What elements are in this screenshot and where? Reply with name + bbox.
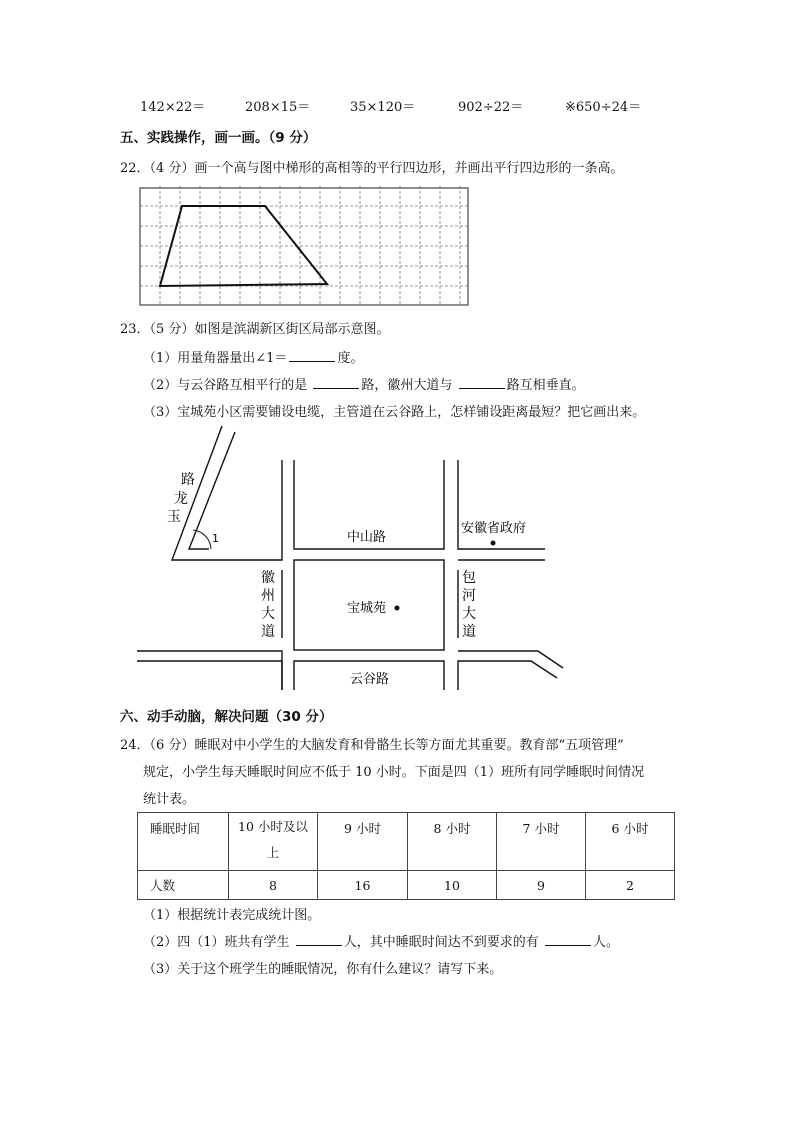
road-lines <box>137 426 563 690</box>
baocheng-dot <box>395 606 400 611</box>
question-24-text: 规定，小学生每天睡眠时间应不低于 10 小时。下面是四（1）班所有同学睡眠时间情况 <box>143 765 645 780</box>
zhongshan-road-label: 中山路 <box>347 530 387 545</box>
table-cell: 16 <box>318 871 408 900</box>
baohe-road-label: 河 <box>462 588 476 604</box>
huizhou-road-label: 道 <box>261 624 275 640</box>
table-header: 7 小时 <box>497 813 586 871</box>
table-row-label: 人数 <box>138 871 229 900</box>
calc-item: 902÷22＝ <box>458 100 524 115</box>
huizhou-road-label: 州 <box>261 588 275 604</box>
table-header: 睡眠时间 <box>138 813 229 871</box>
sleep-table <box>137 812 675 900</box>
baohe-road-label: 道 <box>462 624 476 640</box>
answer-blank[interactable] <box>296 933 342 946</box>
baocheng-label: 宝城苑 <box>347 601 387 616</box>
table-row <box>138 871 675 900</box>
sub-text: （1）用量角器量出∠1＝ <box>143 351 288 366</box>
calc-item: 142×22＝ <box>140 100 206 115</box>
sub-text: 路，徽州大道与 <box>361 378 453 393</box>
question-24-text: 24．（6 分）睡眠对中小学生的大脑发育和骨骼生长等方面尤其重要。教育部“五项管理” <box>120 738 624 753</box>
answer-blank[interactable] <box>545 933 591 946</box>
question-24-sub3: （3）关于这个班学生的睡眠情况，你有什么建议？请写下来。 <box>143 962 503 977</box>
sub-text: 人，其中睡眠时间达不到要求的有 <box>343 935 539 950</box>
angle-label: 1 <box>212 532 219 545</box>
table-cell: 2 <box>586 871 675 900</box>
government-dot <box>491 541 496 546</box>
question-24-sub1: （1）根据统计表完成统计图。 <box>143 908 321 923</box>
table-row <box>138 813 675 871</box>
baohe-road-label: 包 <box>462 570 476 586</box>
huizhou-road-label: 徽 <box>261 570 275 586</box>
question-24-sub2 <box>143 931 619 950</box>
question-23-sub3: （3）宝城苑小区需要铺设电缆，主管道在云谷路上，怎样铺设距离最短？把它画出来。 <box>143 405 646 420</box>
sub-text: 度。 <box>337 351 364 366</box>
sub-text: （2）四（1）班共有学生 <box>143 935 290 950</box>
section-title: 六、动手动脑，解决问题（30 分） <box>120 709 333 725</box>
question-23-text: 23．（5 分）如图是滨湖新区街区局部示意图。 <box>120 322 390 337</box>
government-label: 安徽省政府 <box>461 521 527 536</box>
table-cell: 8 <box>229 871 318 900</box>
sub-text: 路互相垂直。 <box>506 378 585 393</box>
table-header: 9 小时 <box>318 813 408 871</box>
calc-item: ※650÷24＝ <box>565 100 642 115</box>
baohe-road-label: 大 <box>462 606 476 622</box>
table-header: 6 小时 <box>586 813 675 871</box>
table-header: 8 小时 <box>408 813 497 871</box>
calc-item: 208×15＝ <box>245 100 311 115</box>
section-title: 五、实践操作，画一画。（9 分） <box>120 130 317 146</box>
table-header-line: 上 <box>266 845 280 860</box>
table-cell: 10 <box>408 871 497 900</box>
table-cell: 9 <box>497 871 586 900</box>
huizhou-road-label: 大 <box>261 606 275 622</box>
question-22-text: 22．（4 分）画一个高与图中梯形的高相等的平行四边形，并画出平行四边形的一条高。 <box>120 161 624 176</box>
yulong-road-label: 玉 <box>167 509 181 525</box>
sub-text: 人。 <box>592 935 619 950</box>
sub-text: （2）与云谷路互相平行的是 <box>143 378 308 393</box>
question-24-text: 统计表。 <box>143 792 196 807</box>
table-header-line: 10 小时及以 <box>238 819 308 834</box>
yulong-road-label: 路 <box>181 472 195 488</box>
table-header <box>229 813 318 871</box>
yulong-road-label: 龙 <box>174 491 188 507</box>
calc-item: 35×120＝ <box>350 100 416 115</box>
yungu-road-label: 云谷路 <box>350 672 390 687</box>
